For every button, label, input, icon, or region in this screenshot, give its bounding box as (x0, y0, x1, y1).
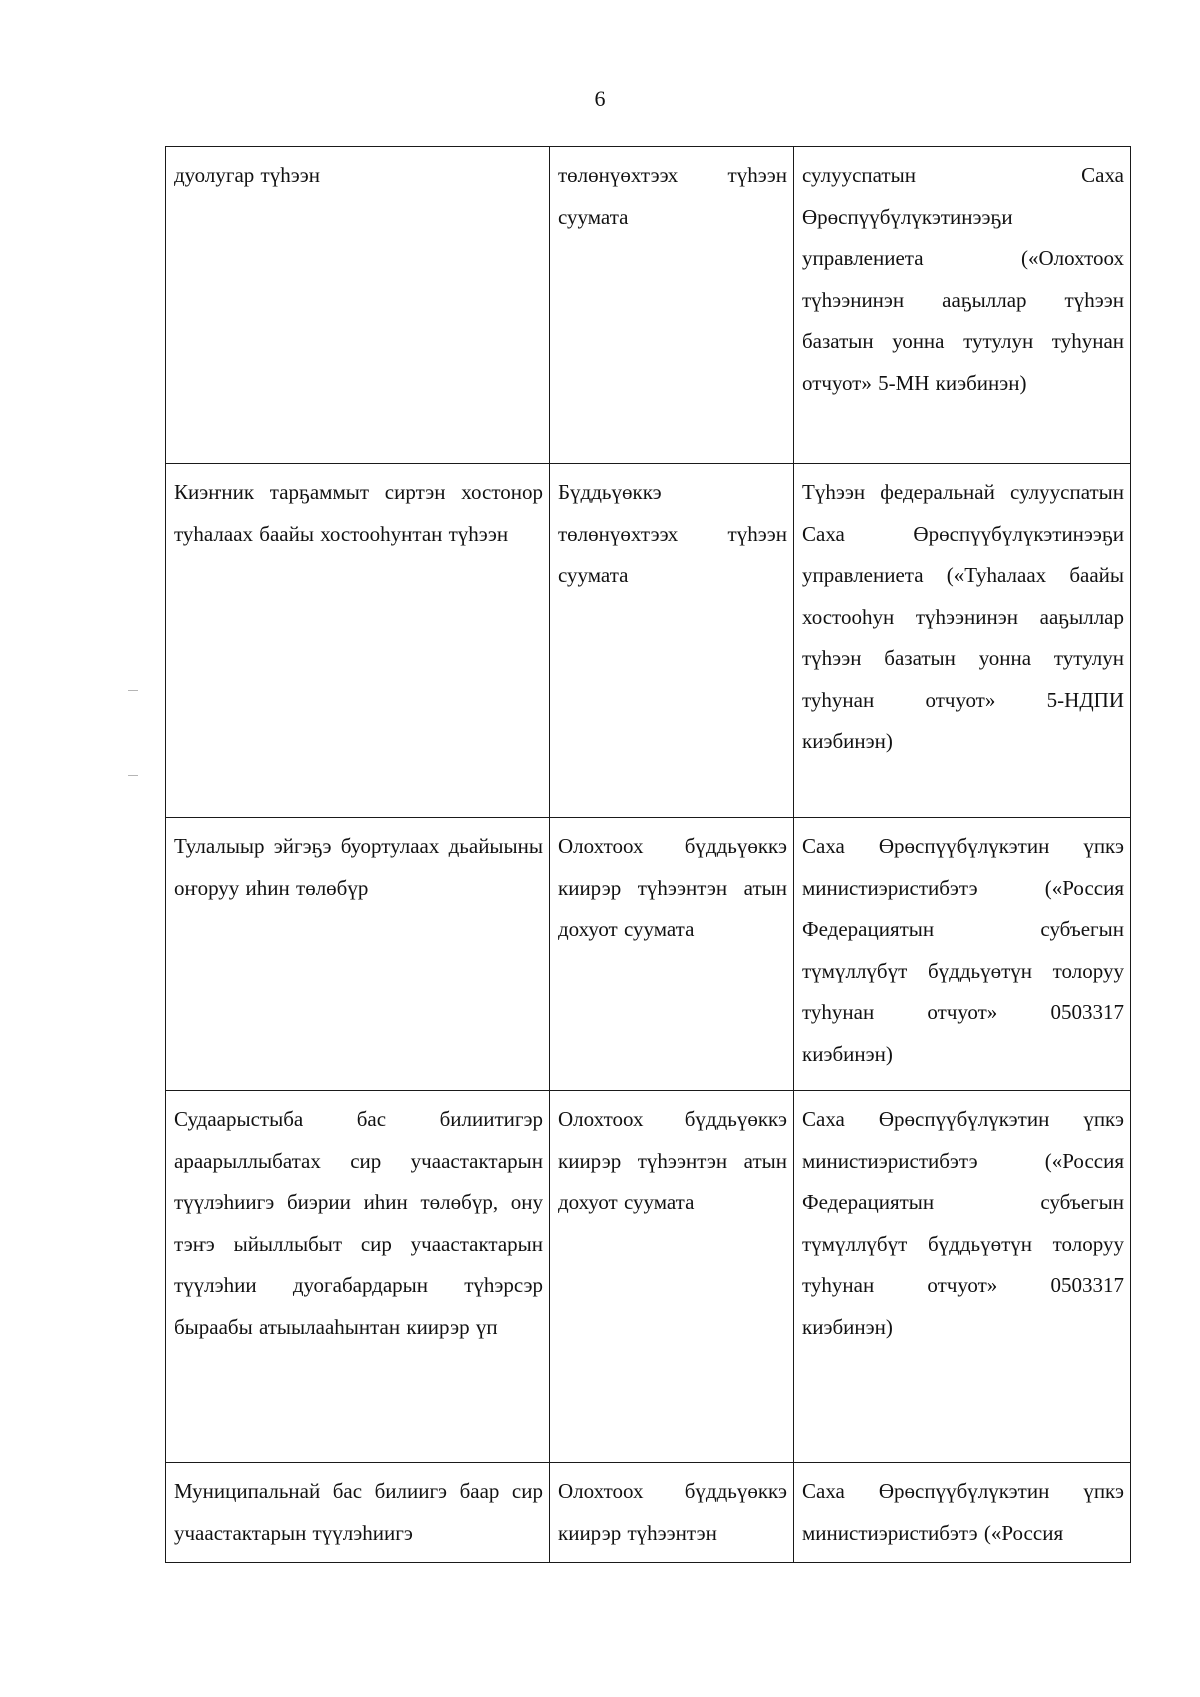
source-cell: сулууспатын Саха Өрөспүүбүлүкэтинээҕи управлениета («Олохтоох түһээнинэн ааҕыллар түһээн базатын уонна тутулун туһунан отчуот» 5-МН киэбинэн) (794, 147, 1131, 464)
table-row (166, 464, 1131, 818)
accounting-cell: Олохтоох бүддьүөккэ киирэр түһээнтэн атын дохуот суумата (550, 818, 794, 1091)
accounting-cell: Олохтоох бүддьүөккэ киирэр түһээнтэн (550, 1463, 794, 1563)
source-cell: Түһээн федеральнай сулууспатын Саха Өрөспүүбүлүкэтинээҕи управлениета («Туһалаах баайы хостооһун түһээнинэн ааҕыллар түһээн базатын уонна тутулун туһунан отчуот» 5-НДПИ киэбинэн) (794, 464, 1131, 818)
scan-mark (128, 690, 138, 691)
source-cell: Саха Өрөспүүбүлүкэтин үпкэ министиэристибэтэ («Россия Федерациятын субъегын түмүллүбүт бүддьүөтүн толоруу туһунан отчуот» 0503317 киэбинэн) (794, 818, 1131, 1091)
source-cell: Саха Өрөспүүбүлүкэтин үпкэ министиэристибэтэ («Россия Федерациятын субъегын түмүллүбүт бүддьүөтүн толоруу туһунан отчуот» 0503317 киэбинэн) (794, 1091, 1131, 1463)
page-number: 6 (594, 86, 606, 111)
income-cell: Муниципальнай бас билиигэ баар сир учаастактарын түүлэһиигэ (166, 1463, 550, 1563)
income-cell: дуолугар түһээн (166, 147, 550, 464)
table-row (166, 1091, 1131, 1463)
income-cell: Судаарыстыба бас билиитигэр араарыллыбатах сир учаастактарын түүлэһиигэ биэрии иһин төлөбүр, ону тэҥэ ыйыллыбыт сир учаастактарын түүлэһии дуогабардарын түһэрсэр быраабы атыылааһынтан киирэр үп (166, 1091, 550, 1463)
accounting-cell: Бүддьүөккэ төлөнүөхтээх түһээн суумата (550, 464, 794, 818)
table-row (166, 1463, 1131, 1563)
accounting-cell: төлөнүөхтээх түһээн суумата (550, 147, 794, 464)
scan-mark (128, 775, 138, 776)
table-row (166, 818, 1131, 1091)
income-sources-table (165, 146, 1131, 1563)
source-cell: Саха Өрөспүүбүлүкэтин үпкэ министиэристибэтэ («Россия (794, 1463, 1131, 1563)
income-cell: Тулалыыр эйгэҕэ буортулаах дьайыыны оҥоруу иһин төлөбүр (166, 818, 550, 1091)
table-row (166, 147, 1131, 464)
income-cell: Киэҥник тарҕаммыт сиртэн хостонор туһалаах баайы хостооһунтан түһээн (166, 464, 550, 818)
accounting-cell: Олохтоох бүддьүөккэ киирэр түһээнтэн атын дохуот суумата (550, 1091, 794, 1463)
